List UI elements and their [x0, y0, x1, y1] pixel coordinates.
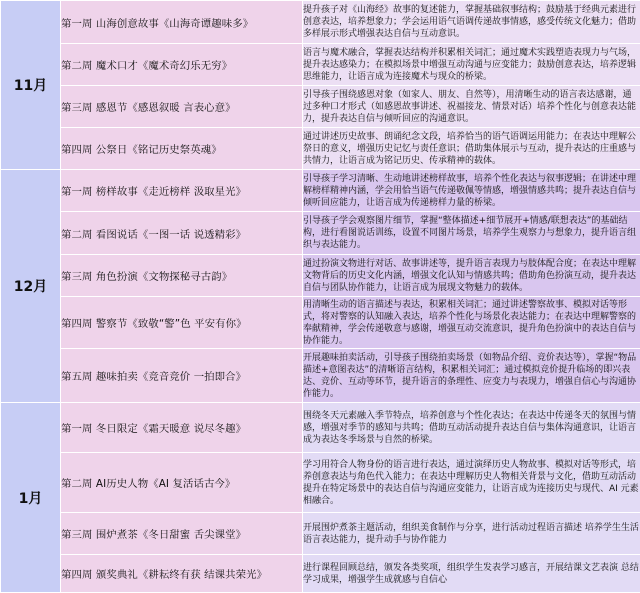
week-description: 通过讲述历史故事、朗诵纪念文段，培养恰当的语气语调运用能力；在表达中理解公祭日的意义，增强历史记忆与责任意识；借助集体展示与互动，提升表达的庄重感与共情力，让语言成为铭记历史、传承精神的载体。: [303, 128, 640, 170]
week-title: 第三周 角色扮演《文物探秘寻古韵》: [61, 255, 303, 297]
table-row: [1, 86, 640, 128]
table-row: [1, 453, 640, 513]
table-row: [1, 513, 640, 555]
table-row: [1, 128, 640, 170]
month-cell: 11月: [1, 1, 61, 170]
week-title: 第五周 趣味拍卖《竞音竞价 一拍即合》: [61, 349, 303, 403]
table-row: [1, 44, 640, 86]
week-title: 第四周 颁奖典礼《耕耘终有获 结课共荣光》: [61, 555, 303, 593]
table-row: [1, 170, 640, 212]
week-title: 第一周 冬日限定《霜天暖意 说尽冬趣》: [61, 403, 303, 453]
table-row: [1, 297, 640, 349]
week-description: 学习用符合人物身份的语言进行表达，通过演绎历史人物故事、模拟对话等形式，培养创意表达与角色代入能力；在表达中理解历史人物相关背景与文化，借助互动活动提升在特定场景中的表达自信与沟通应变能力，让语言成为连接历史与现代、AI 元素相融合。: [303, 453, 640, 513]
week-description: 开展趣味拍卖活动，引导孩子围绕拍卖场景（如物品介绍、竞价表达等），掌握“物品描述+意图表达”的清晰语言结构，积累相关词汇；通过模拟竞价提升临场的即兴表达、竞价、互动等环节，提升语言的条理性、应变力与表现力，增强自信心与沟通协作能力。: [303, 349, 640, 403]
week-title: 第三周 感恩节《感恩叙暖 言表心意》: [61, 86, 303, 128]
week-description: 引导孩子学习清晰、生动地讲述榜样故事，培养个性化表达与叙事逻辑；在讲述中理解榜样精神内涵，学会用恰当语气传递敬佩等情感，增强情感共鸣；提升表达自信与倾听回应能力，让语言成为传递榜样力量的桥梁。: [303, 170, 640, 212]
week-title: 第一周 榜样故事《走近榜样 汲取星光》: [61, 170, 303, 212]
month-cell: 1月: [1, 403, 61, 593]
week-description: 进行课程回顾总结，颁发各类奖项，组织学生发表学习感言，开展结课文艺表演 总结学习成果，增强学生成就感与自信心: [303, 555, 640, 593]
week-description: 围绕冬天元素融入季节特点，培养创意与个性化表达；在表达中传递冬天的氛围与情感，增强对季节的感知与共鸣；借助互动活动提升表达自信与集体沟通意识，让语言成为表达冬季场景与自然的桥梁。: [303, 403, 640, 453]
week-description: 引导孩子学会观察图片细节，掌握“整体描述+细节展开+情感/联想表达”的基础结构，进行看图说话训练，设置不同图片场景，培养学生观察力与想象力，提升语言组织与表达能力。: [303, 212, 640, 255]
table-row: [1, 555, 640, 593]
week-title: 第一周 山海创意故事《山海奇谭趣味多》: [61, 1, 303, 44]
table-row: [1, 212, 640, 255]
week-title: 第二周 魔术口才《魔术奇幻乐无穷》: [61, 44, 303, 86]
table-row: [1, 255, 640, 297]
week-description: 用清晰生动的语言描述与表达，积累相关词汇；通过讲述警察故事、模拟对话等形式，将对警察的认知融入表达，培养个性化与场景化表达能力；在表达中理解警察的奉献精神，学会传递敬意与感谢，增强互动交流意识，提升角色扮演中的表达自信与协作能力。: [303, 297, 640, 349]
week-title: 第三周 围炉煮茶《冬日甜蜜 舌尖课堂》: [61, 513, 303, 555]
week-title: 第四周 公祭日《铭记历史祭英魂》: [61, 128, 303, 170]
week-title: 第四周 警察节《致敬“警”色 平安有你》: [61, 297, 303, 349]
week-description: 引导孩子围绕感恩对象（如家人、朋友、自然等），用清晰生动的语言表达感谢，通过多种口才形式（如感恩故事讲述、祝福接龙、情景对话）培养个性化与创意表达能力，提升表达自信与倾听回应的沟通意识。: [303, 86, 640, 128]
table-row: [1, 403, 640, 453]
week-description: 提升孩子对《山海经》故事的复述能力，掌握基础叙事结构；鼓励基于经典元素进行创意表达，培养想象力；学会运用语气语调传递故事情感，感受传统文化魅力；借助多样展示形式增强表达自信与互动意识。: [303, 1, 640, 44]
table-row: [1, 1, 640, 44]
table-row: [1, 349, 640, 403]
week-description: 开展围炉煮茶主题活动，组织美食制作与分享，进行活动过程语言描述 培养学生生活语言表达能力，提升动手与协作能力: [303, 513, 640, 555]
month-cell: 12月: [1, 170, 61, 403]
week-description: 语言与魔术融合，掌握表达结构并积累相关词汇；通过魔术实践塑造表现力与气场，提升表达感染力；在模拟场景中增强互动沟通与应变能力；鼓励创意表达，培养逻辑思维能力，让语言成为连接魔术与现众的桥梁。: [303, 44, 640, 86]
week-title: 第二周 看图说话《一图一话 说透精彩》: [61, 212, 303, 255]
week-description: 通过扮演文物进行对话、故事讲述等，提升语言表现力与肢体配合度；在表达中理解文物背后的历史文化内涵，增强文化认知与情感共鸣；借助角色扮演互动，提升表达自信与团队协作能力，让语言成为展现文物魅力的载体。: [303, 255, 640, 297]
week-title: 第二周 AI历史人物《AI 复活话古今》: [61, 453, 303, 513]
